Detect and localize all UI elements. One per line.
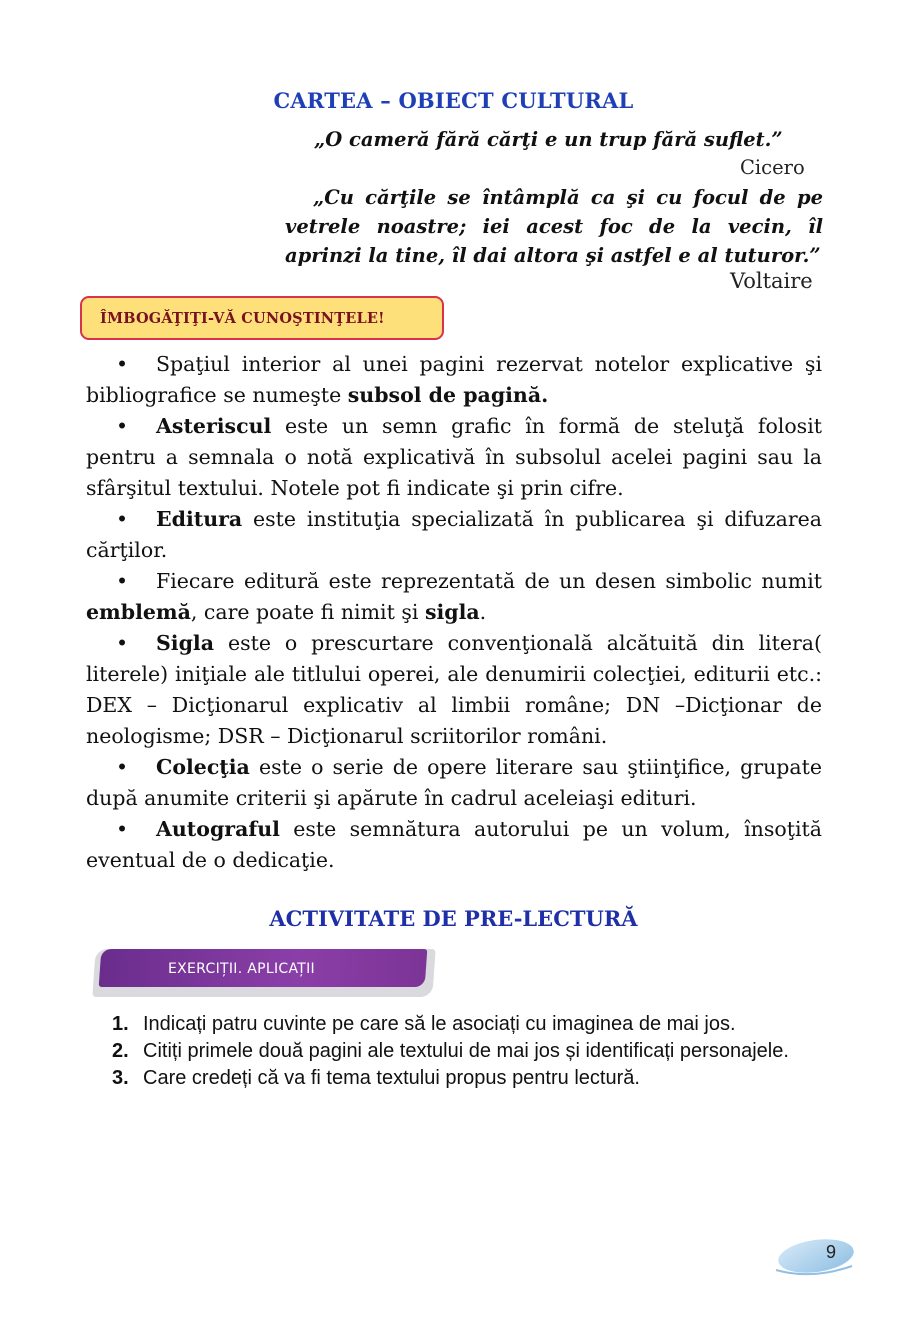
bullet-icon: • bbox=[116, 414, 129, 438]
exercise-number: 1. bbox=[112, 1013, 129, 1035]
page-number: 9 bbox=[825, 1242, 836, 1262]
bullet-icon: • bbox=[116, 507, 129, 531]
list-item: • Colecţia este o serie de opere literare sau ştiinţifice, grupate după anumite criterii şi apărute în cadrul aceleiaşi edituri. bbox=[86, 752, 822, 814]
definitions-list bbox=[86, 349, 822, 876]
section-title: CARTEA – OBIECT CULTURAL bbox=[273, 88, 634, 113]
exercise-text: Indicați patru cuvinte pe care să le asociați cu imaginea de mai jos. bbox=[143, 1013, 736, 1035]
activity-title: ACTIVITATE DE PRE-LECTURĂ bbox=[269, 906, 638, 931]
quote-author-voltaire: Voltaire bbox=[730, 269, 813, 293]
exercise-text: Care credeți că va fi tema textului propus pentru lectură. bbox=[143, 1067, 640, 1089]
bullet-icon: • bbox=[116, 755, 129, 779]
quote-voltaire: „Cu cărţile se întâmplă ca şi cu focul de pe vetrele noastre; iei acest foc de la vecin, îl aprinzi la tine, îl dai altora şi astfel e al tuturor.” bbox=[285, 186, 823, 267]
exercise-banner bbox=[94, 945, 436, 999]
list-item: • Sigla este o prescurtare convenţională alcătuită din litera( literele) iniţiale ale titlului operei, ale denumirii colecţiei, editurii etc.: DEX – Dicţionarul explicativ al limbii române; DN –Dicţionar de neologisme; DSR – Dicţionarul scriitorilor români. bbox=[86, 628, 822, 752]
page-number-badge bbox=[772, 1236, 856, 1278]
quote-cicero: „O cameră fără cărţi e un trup fără suflet.” bbox=[314, 128, 783, 151]
exercise-number: 2. bbox=[112, 1040, 129, 1062]
exercise-text: Citiți primele două pagini ale textului de mai jos și identificați personajele. bbox=[143, 1040, 789, 1062]
knowledge-callout-label: ÎMBOGĂŢIŢI-VĂ CUNOŞTINŢELE! bbox=[100, 310, 385, 327]
bullet-icon: • bbox=[116, 569, 129, 593]
exercise-number: 3. bbox=[112, 1067, 129, 1089]
list-item: • Autograful este semnătura autorului pe un volum, însoţită eventual de o dedicaţie. bbox=[86, 814, 822, 876]
list-item: • Asteriscul este un semn grafic în formă de steluţă folosit pentru a semnala o notă explicativă în subsolul acelei pagini sau la sfârşitul textului. Notele pot fi indicate şi prin cifre. bbox=[86, 411, 822, 504]
bullet-icon: • bbox=[116, 817, 129, 841]
list-item: • Editura este instituţia specializată în publicarea şi difuzarea cărţilor. bbox=[86, 504, 822, 566]
exercise-list bbox=[112, 1011, 822, 1092]
exercise-item bbox=[112, 1011, 822, 1038]
exercise-item bbox=[112, 1065, 822, 1092]
quote-author-cicero: Cicero bbox=[740, 156, 805, 179]
list-item: • Spaţiul interior al unei pagini rezervat notelor explicative şi bibliografice se numeşte subsol de pagină. bbox=[86, 349, 822, 411]
exercise-banner-label: EXERCIȚII. APLICAȚII bbox=[168, 961, 315, 977]
exercise-item bbox=[112, 1038, 822, 1065]
bullet-icon: • bbox=[116, 631, 129, 655]
knowledge-callout bbox=[80, 296, 444, 340]
bullet-icon: • bbox=[116, 352, 129, 376]
list-item: • Fiecare editură este reprezentată de un desen simbolic numit emblemă, care poate fi nimit şi sigla. bbox=[86, 566, 822, 628]
